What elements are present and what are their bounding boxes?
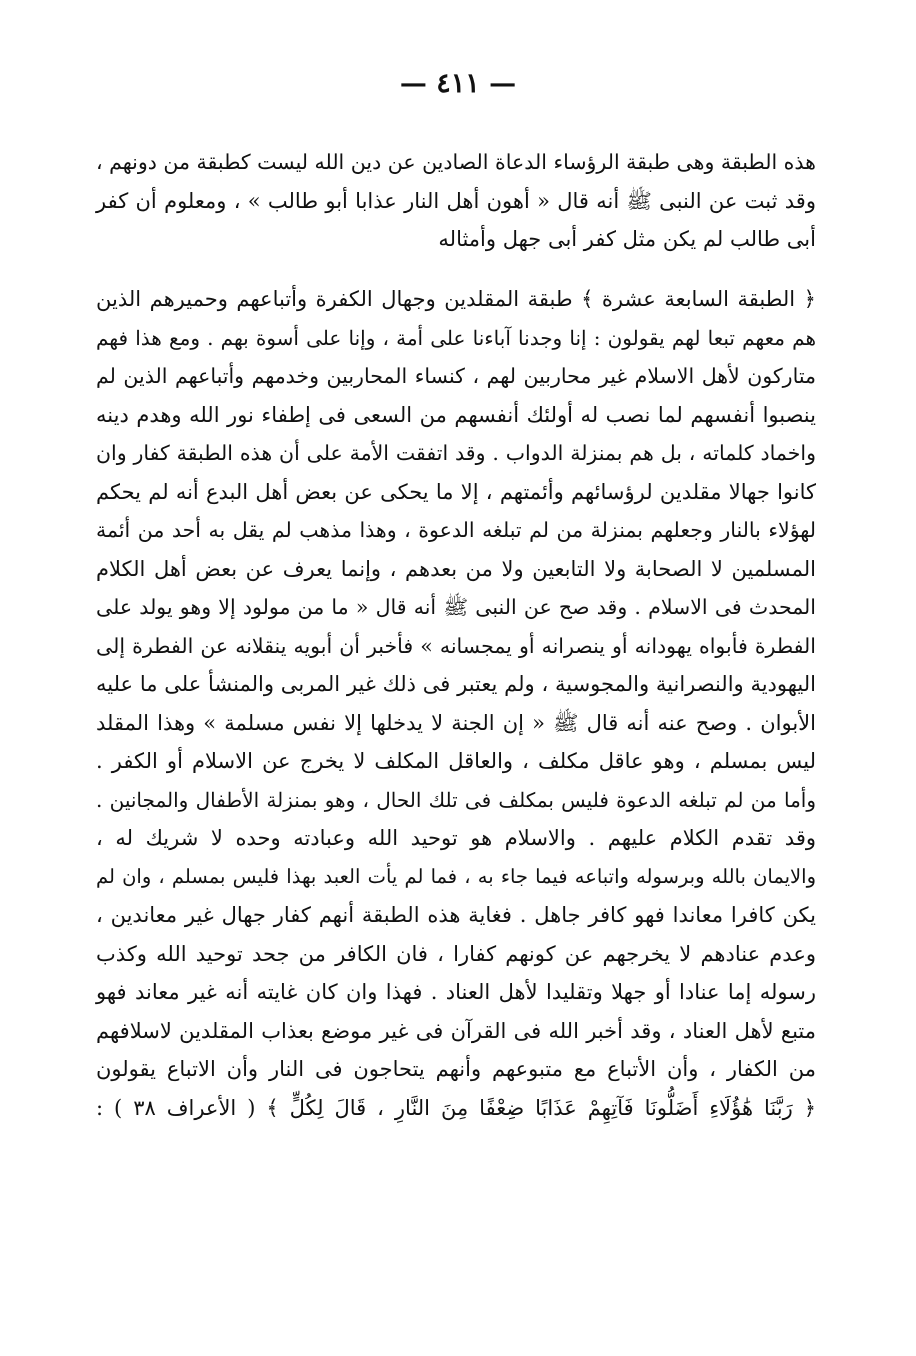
text-line: المحدث فى الاسلام . وقد صح عن النبى ﷺ أنه قال « ما من مولود إلا وهو يولد على: [96, 595, 816, 619]
text-line: من الكفار ، وأن الأتباع مع متبوعهم وأنهم يتحاجون فى النار وأن الاتباع يقولون: [96, 1057, 816, 1081]
text-line: هم معهم تبعا لهم يقولون : إنا وجدنا آباءنا على أمة ، وإنا على أسوة بهم . ومع هذا فهم: [96, 325, 816, 350]
text-line: ليس بمسلم ، وهو عاقل مكلف ، والعاقل المكلف لا يخرج عن الاسلام أو الكفر .: [96, 749, 817, 773]
text-line: ينصبوا أنفسهم لما نصب له أولئك أنفسهم من السعى فى إطفاء نور الله وهدم دينه: [96, 402, 816, 427]
paragraph-1: [96, 143, 816, 259]
text-line: وأما من لم تبلغه الدعوة فليس بمكلف فى تلك الحال ، وهو بمنزلة الأطفال والمجانين .: [96, 787, 816, 812]
text-line: لهؤلاء بالنار وجعلهم بمنزلة من لم تبلغه الدعوة ، وهذا مذهب لم يقل به أحد من أئمة: [96, 518, 816, 542]
text-line: الأبوان . وصح عنه أنه قال ﷺ « إن الجنة لا يدخلها إلا نفس مسلمة » وهذا المقلد: [96, 710, 816, 735]
text-line: يكن كافرا معاندا فهو كافر جاهل . فغاية هذه الطبقة أنهم كفار جهال غير معاندين ،: [96, 903, 816, 927]
text-line: واخماد كلماته ، بل هم بمنزلة الدواب . وقد اتفقت الأمة على أن هذه الطبقة كفار وان: [96, 441, 816, 465]
text-line: هذه الطبقة وهى طبقة الرؤساء الدعاة الصادين عن دين الله ليست كطبقة من دونهم ،: [95, 150, 816, 174]
text-line: متبع لأهل العناد ، وقد أخبر الله فى القرآن فى غير موضع بعذاب المقلدين لاسلافهم: [96, 1018, 816, 1043]
text-line: اليهودية والنصرانية والمجوسية ، ولم يعتبر فى ذلك غير المربى والمنشأ على ما عليه: [96, 672, 816, 696]
text-line: كانوا جهالا مقلدين لرؤسائهم وأئمتهم ، إلا ما يحكى عن بعض أهل البدع أنه لم يحكم: [96, 479, 816, 504]
text-line: وقد ثبت عن النبى ﷺ أنه قال « أهون أهل النار عذابا أبو طالب » ، ومعلوم أن كفر: [96, 188, 816, 213]
text-line: والايمان بالله وبرسوله واتباعه فيما جاء به ، فما لم يأت العبد بهذا فليس بمسلم ، وان لم: [96, 864, 816, 888]
text-line: المسلمين لا الصحابة ولا التابعين ولا من بعدهم ، وإنما يعرف عن بعض أهل الكلام: [96, 556, 816, 581]
text-line: الفطرة فأبواه يهودانه أو ينصرانه أو يمجسانه » فأخبر أن أبويه ينقلانه عن الفطرة إلى: [96, 633, 816, 658]
quran-verse-line: ﴿ رَبَّنَا هَٰؤُلَاءِ أَضَلُّونَا فَآتِهِمْ عَذَابًا ضِعْفًا مِنَ النَّارِ ، قَالَ لِكُلٍّ ﴾ ( الأعراف ٣٨ ) :: [96, 1095, 817, 1120]
section-heading-line: ﴿ الطبقة السابعة عشرة ﴾ طبقة المقلدين وجهال الكفرة وأتباعهم وحميرهم الذين: [96, 287, 816, 311]
page-number: — ٤١١ —: [399, 68, 517, 99]
text-line: أبى طالب لم يكن مثل كفر أبى جهل وأمثاله: [438, 227, 816, 251]
text-line: وقد تقدم الكلام عليهم . والاسلام هو توحيد الله وعبادته وحده لا شريك له ،: [96, 826, 816, 850]
text-line: رسوله إما عنادا أو جهلا وتقليدا لأهل العناد . فهذا وان كان غايته أنه غير معاند فهو: [96, 980, 816, 1004]
text-line: متاركون لأهل الاسلام غير محاربين لهم ، كنساء المحاربين وخدمهم وأتباعهم الذين لم: [96, 364, 816, 388]
paragraph-2: [96, 280, 816, 1127]
text-line: وعدم عنادهم لا يخرجهم عن كونهم كفارا ، فان الكافر من جحد توحيد الله وكذب: [96, 941, 816, 966]
